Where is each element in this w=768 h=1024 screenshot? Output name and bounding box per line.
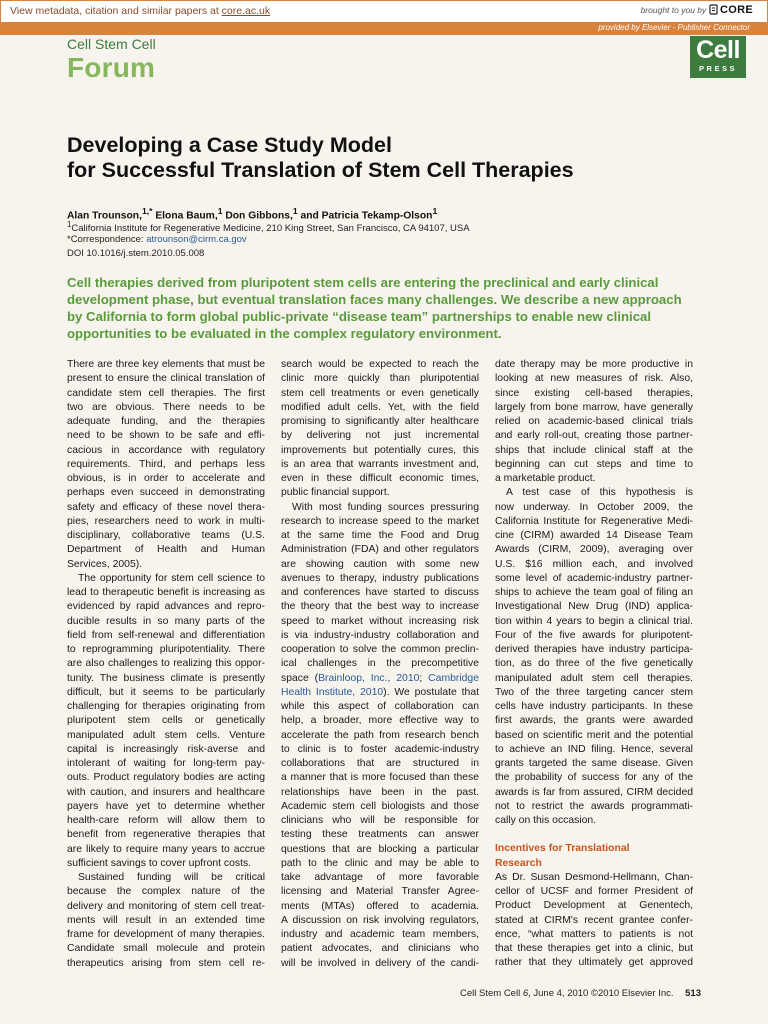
body-line: awards is far from assured, CIRM decided — [495, 786, 693, 798]
page-number: 513 — [685, 988, 701, 999]
body-line: With most funding sources pressuring — [292, 501, 479, 513]
body-column-3 — [495, 358, 693, 971]
body-line: ments (MTAs) offered to academia. — [281, 900, 479, 912]
core-banner — [0, 0, 768, 23]
body-line: relationships have been in the past. — [281, 786, 479, 798]
body-line: and early roll-out, creating those partner- — [495, 430, 693, 442]
body-line: safety and efficacy of these novel thera- — [67, 501, 265, 513]
body-line: grants targeted the same disease. Given — [495, 758, 693, 769]
footer-date: , June 4, 2010 ©2010 Elsevier Inc. — [528, 988, 674, 999]
body-line: Services, 2005). — [67, 558, 143, 570]
body-line: tunity. The business climate is presently — [67, 672, 265, 684]
title-line-1: Developing a Case Study Model — [67, 133, 392, 157]
body-line: the theory that the best way to increase — [281, 601, 479, 613]
body-line: at the same time the Food and Drug — [281, 530, 479, 541]
body-line: manipulated adult stem cells. Venture — [67, 729, 265, 741]
article-title — [67, 133, 707, 183]
body-line: path to the clinic and may be able to — [281, 857, 479, 869]
body-line: Two of the three targeting cancer stem — [495, 686, 693, 698]
body-line: The opportunity for stem cell science to — [78, 572, 265, 584]
body-line: a marketable product. — [495, 473, 596, 484]
body-line: largely from bone marrow, have generally — [495, 401, 693, 413]
journal-name: Cell Stem Cell — [67, 36, 156, 52]
body-line: delivery and monitoring of stem cell treat- — [67, 900, 265, 912]
body-line: field from self-renewal and differentiation — [67, 629, 265, 641]
body-line: to achieve an IND filing. Hence, several — [495, 743, 693, 755]
body-line: research to increase speed to the market — [281, 515, 479, 527]
body-line: that these therapies get into a clinic, but — [495, 943, 693, 954]
provided-by-text: provided by Elsevier - Publisher Connector — [598, 23, 750, 32]
body-line: is an area that warrants investment and, — [281, 458, 479, 470]
body-line: perhaps even succeed in demonstrating — [67, 487, 265, 499]
body-line: intolerant of waiting for long-term pay- — [67, 758, 265, 769]
core-link-prefix: View metadata, citation and similar papers at — [10, 5, 219, 17]
body-line: Candidate small molecule and protein — [67, 943, 265, 955]
author-name: and Patricia Tekamp-Olson — [297, 210, 433, 222]
body-line: lead to therapeutic benefit is increasing as — [67, 587, 265, 598]
body-line: Sustained funding will be critical — [78, 872, 265, 883]
core-brought-by — [641, 4, 753, 16]
body-line: outs. Product regulatory bodies are acting — [67, 772, 265, 784]
core-brand: CORE — [720, 4, 753, 16]
section-heading: Incentives for Translational — [495, 843, 630, 855]
provided-bar — [0, 22, 768, 35]
body-line: tion, as do three of the five genetically — [495, 658, 693, 670]
body-line: based on scientific merit and the potential — [495, 729, 693, 741]
affiliation — [67, 220, 470, 234]
body-line: promising to significantly alter healthcare — [281, 416, 479, 427]
body-line: evidenced by rapid advances and repro- — [67, 601, 265, 613]
body-line: benefit from regenerative therapies that — [67, 829, 265, 841]
body-line: capital is increasingly risk-averse and — [67, 743, 265, 755]
text-span: ). We postulate that — [383, 686, 479, 698]
text-span: ; — [419, 672, 429, 684]
author-sup: 1 — [292, 206, 298, 216]
body-line: relied on academic-based clinical trials — [495, 416, 693, 427]
body-line: cells have industry participants. In these — [495, 701, 693, 712]
body-line: not to restrict the awards programmati- — [495, 800, 693, 812]
page-footer — [460, 988, 701, 999]
body-line: by delivering not just incremental — [281, 430, 479, 442]
body-line: pies, researchers need to work in multi- — [67, 515, 265, 527]
body-column-1 — [67, 358, 265, 971]
body-line: first awards, the grants were awarded — [495, 715, 693, 727]
body-line: A test case of this hypothesis is — [506, 487, 693, 499]
citation-link[interactable]: Brainloop, Inc., 2010 — [318, 672, 420, 684]
body-line: disciplinary, collaborative teams (U.S. — [67, 530, 265, 541]
body-line: cally on this occasion. — [495, 815, 597, 826]
affiliation-sup: 1 — [67, 220, 72, 229]
body-line: A discussion on risk involving regulators, — [281, 914, 479, 926]
body-line: Four of the five awards for pluripotent- — [495, 629, 693, 641]
body-line: ments will result in an extended time — [67, 914, 265, 926]
body-line: are also challenges to realizing this oppor- — [67, 658, 265, 670]
body-line: need to be shown to be safe and effi- — [67, 430, 265, 442]
body-line: date therapy may be more productive in — [495, 359, 693, 370]
body-line: stem cell treatments or even genetically — [281, 387, 479, 399]
body-line: speed to market without increasing risk — [281, 615, 479, 627]
body-line: stated at CIRM's recent grantee confer- — [495, 914, 693, 926]
body-line: clinic more quickly than pluripotential — [281, 373, 479, 385]
body-line: manipulated adult stem cell therapies. — [495, 672, 693, 684]
body-line: help, a broader, more effective way to — [281, 715, 479, 727]
body-line: are likely to require many years to accrue — [67, 843, 265, 855]
body-line: cine (CIRM) awarded 14 Disease Team — [495, 530, 693, 541]
body-line: U.S. $16 million each, and involved — [495, 558, 693, 570]
doi: DOI 10.1016/j.stem.2010.05.008 — [67, 248, 205, 259]
affiliation-text: California Institute for Regenerative Medicine, 210 King Street, San Francisco, CA 94107, USA — [71, 223, 470, 235]
body-line: is via industry-industry collaboration and — [281, 629, 479, 641]
body-line: Administration (FDA) and other regulators — [281, 544, 479, 556]
body-line: now underway. In October 2009, the — [495, 501, 693, 513]
body-line — [281, 686, 479, 700]
abstract: Cell therapies derived from pluripotent stem cells are entering the preclinical and early clinical development phase, but eventual translation faces many challenges. We describe a new approach by California to form global public-private “disease team” partnerships to enable new clinical opportunities to be evaluated in the complex regulatory environment. — [67, 275, 682, 341]
body-line: ence, “what matters to patients is not — [495, 928, 693, 940]
body-column-2 — [281, 358, 479, 971]
body-line: to reprogramming pluripotentiality. There — [67, 644, 265, 655]
body-line: patient advocates, and clinicians who — [281, 943, 479, 955]
text-span: space ( — [281, 672, 319, 684]
body-line: There are three key elements that must be — [67, 359, 265, 370]
author-sup: 1 — [432, 206, 438, 216]
body-line: pluripotent stem cells or genetically — [67, 715, 265, 727]
body-line: even in these difficult economic times, — [281, 473, 479, 484]
body-line: ical challenges in the precompetitive — [281, 658, 479, 670]
core-metadata-link-text — [10, 5, 270, 17]
citation-link[interactable]: Health Institute, 2010 — [281, 686, 384, 698]
body-line: search would be expected to reach the — [281, 359, 479, 370]
body-line: ships that include clinical staff at the — [495, 444, 693, 456]
body-line: ships to achieve the team goal of filing an — [495, 587, 693, 598]
body-line: rather that they ultimately get approved — [495, 957, 693, 969]
body-line: improvements but potentially cures, this — [281, 444, 479, 456]
body-line: modified adult cells. Yet, with the field — [281, 401, 479, 413]
body-line: ducible results in so many parts of the — [67, 615, 265, 627]
body-line: some level of academic-industry partner- — [495, 572, 693, 584]
body-line: payers have yet to determine whether — [67, 800, 265, 812]
body-line: since existing cell-based therapies, — [495, 387, 693, 399]
author-sup: 1 — [217, 206, 223, 216]
body-line: to clinic is to foster academic-industry — [281, 743, 479, 755]
body-line: derived therapies have industry participa- — [495, 644, 693, 655]
body-line: Investigational New Drug (IND) applica- — [495, 601, 693, 613]
body-line: avenues to therapy, industry publications — [281, 572, 479, 584]
body-line: cooperation to solve the common preclin- — [281, 644, 479, 655]
body-line: health-care reform will allow them to — [67, 815, 265, 826]
cell-press-logo — [690, 36, 746, 78]
correspondence — [67, 234, 247, 245]
body-line: frame for development of many therapies. — [67, 929, 265, 940]
footer-volume: 6 — [522, 988, 529, 999]
body-line: the probability of success for any of the — [495, 772, 693, 784]
section-name: Forum — [67, 52, 156, 83]
author-name: Don Gibbons, — [222, 210, 293, 222]
correspondence-label: *Correspondence: — [67, 234, 147, 245]
body-line: As Dr. Susan Desmond-Hellmann, Chan- — [495, 871, 693, 883]
body-line: candidate stem cell therapies. The first — [67, 387, 265, 399]
title-line-2: for Successful Translation of Stem Cell Therapies — [67, 158, 574, 182]
body-line: licensing and Material Transfer Agree- — [281, 886, 479, 898]
body-line: because the complex nature of the — [67, 886, 265, 898]
body-line: sufficient savings to cover upfront costs. — [67, 857, 252, 869]
body-line: cellor of UCSF and former President of — [495, 886, 693, 897]
body-line: Awards (CIRM, 2009), averaging over — [495, 544, 693, 556]
body-line: requirements. Third, and perhaps less — [67, 458, 265, 470]
body-line: adequate funding, and the therapies — [67, 416, 265, 427]
body-line: while this aspect of collaboration can — [281, 701, 479, 712]
body-line: questions that are blocking a particular — [281, 843, 479, 855]
body-line: clinicians who will be responsible for — [281, 815, 479, 826]
body-line: tion within 4 years to begin a clinical trial. — [495, 615, 693, 627]
body-line: testing these treatments can answer — [281, 829, 479, 841]
body-line: industry and academic team members, — [281, 929, 479, 940]
footer-journal: Cell Stem Cell — [460, 988, 521, 999]
body-line: California Institute for Regenerative Medi- — [495, 515, 693, 527]
author-name: Alan Trounson, — [67, 210, 142, 222]
core-link[interactable]: core.ac.uk — [221, 5, 271, 17]
logo-cell-text: Cell — [696, 36, 740, 64]
core-brought-label: brought to you by — [640, 5, 707, 15]
body-line: Product Development at Genentech, — [495, 900, 693, 912]
body-line: will be involved in delivery of the candi- — [281, 957, 479, 969]
body-line: therapeutics arising from stem cell re- — [67, 957, 265, 969]
core-logo-icon — [709, 4, 718, 15]
body-line — [281, 672, 479, 686]
author-sup: 1,* — [141, 206, 153, 216]
body-line: collaborations that are structured in — [281, 758, 479, 769]
body-line: obvious, is in order to accelerate and — [67, 473, 265, 484]
body-line: Academic stem cell biologists and those — [281, 800, 479, 812]
body-line: challenging for therapies originating from — [67, 701, 265, 712]
logo-press-text: PRESS — [699, 64, 737, 73]
correspondence-email-link[interactable]: atrounson@cirm.ca.gov — [146, 234, 247, 245]
body-line: Department of Health and Human — [67, 544, 265, 556]
body-line: and conferences have started to discuss — [281, 587, 479, 598]
body-line: public financial support. — [281, 487, 390, 499]
body-line: present to ensure the clinical translation of — [67, 373, 265, 385]
body-line: looking at new measures of risk. Also, — [495, 373, 693, 385]
citation-link[interactable]: Cambridge — [428, 672, 479, 684]
section-heading: Research — [495, 857, 542, 869]
body-line: difficult, but it seems to be particularly — [67, 686, 265, 698]
body-line: a manner that is more focused than these — [281, 772, 479, 784]
body-line: are showing caution with some new — [281, 558, 479, 570]
author-name: Elona Baum, — [152, 210, 218, 222]
body-line: with caution, and insurers and healthcare — [67, 786, 265, 798]
body-line: cacious in accordance with regulatory — [67, 444, 265, 456]
body-line: accelerate the path from research bench — [281, 729, 479, 741]
body-line: beginning can cut steps and time to — [495, 458, 693, 470]
body-line: take advantage of more favorable — [281, 872, 479, 883]
body-line: two are obvious. There needs to be — [67, 401, 265, 413]
